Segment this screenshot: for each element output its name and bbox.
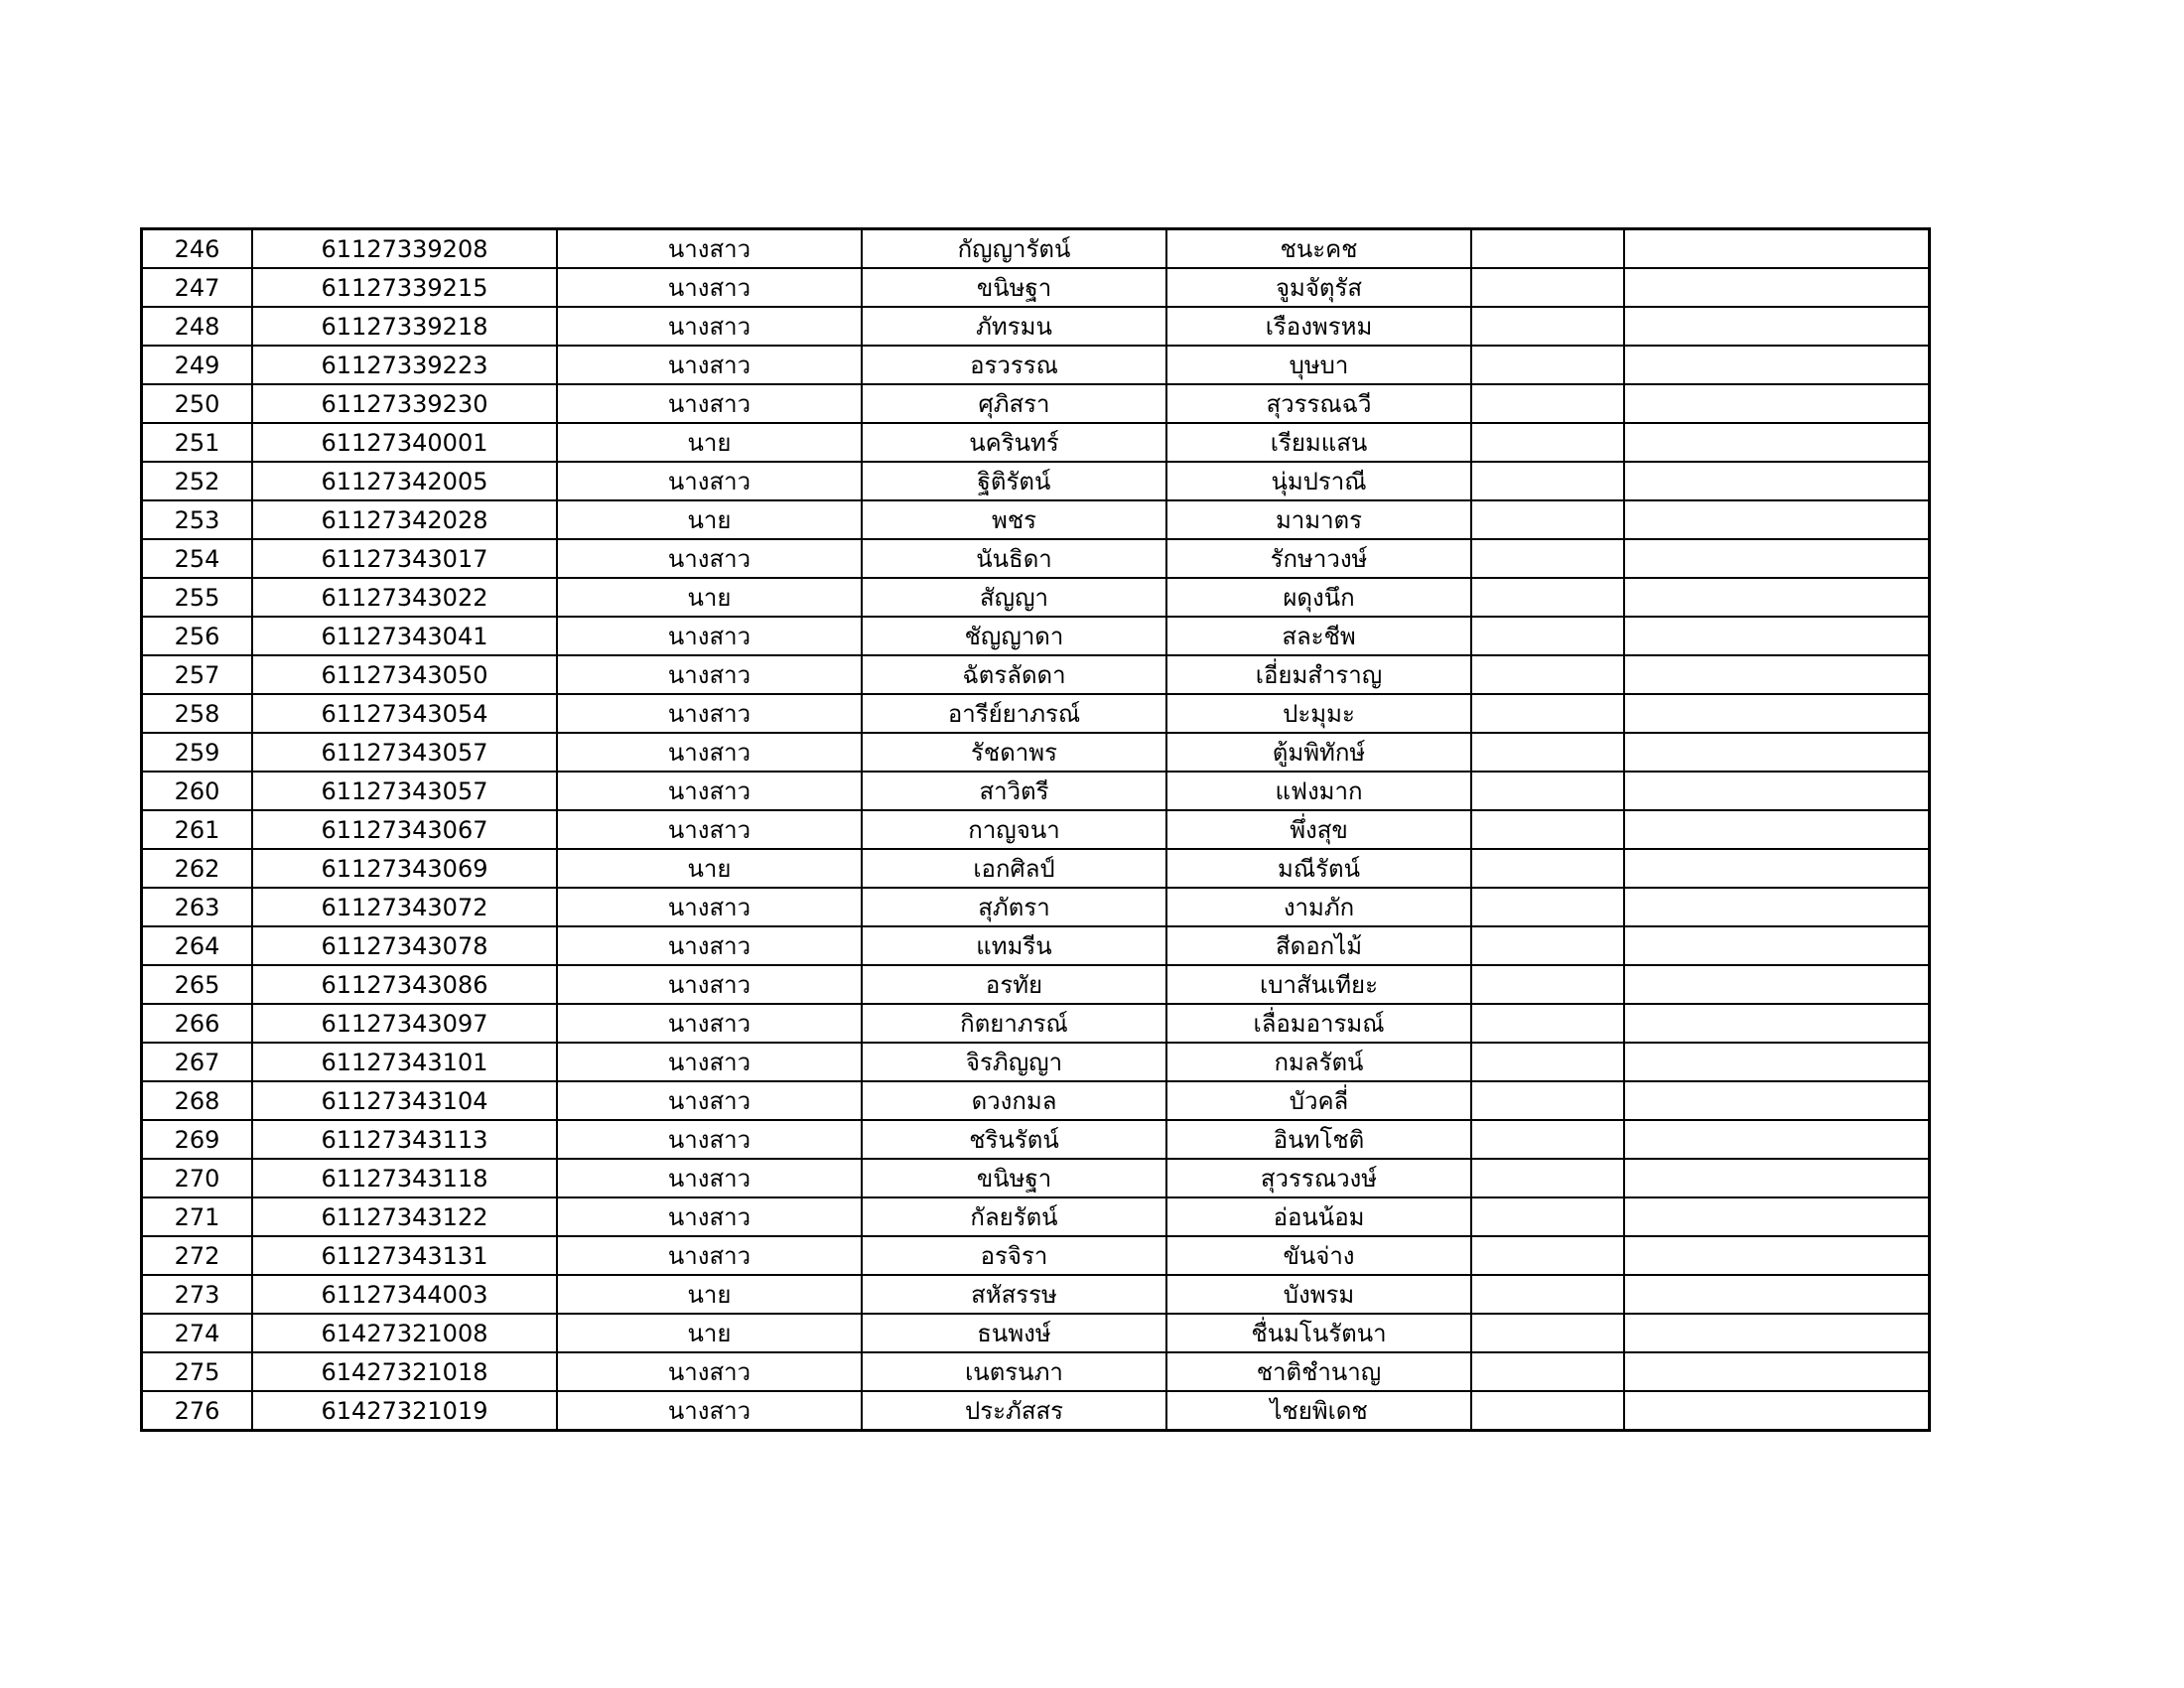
table-row (142, 849, 1930, 888)
table-row (142, 268, 1930, 307)
row-number-cell: 265 (142, 965, 253, 1004)
blank-cell (1624, 346, 1930, 384)
blank-cell (1471, 965, 1624, 1004)
row-number-cell: 248 (142, 307, 253, 346)
blank-cell (1471, 926, 1624, 965)
student-id-cell: 61427321018 (252, 1352, 557, 1391)
blank-cell (1624, 307, 1930, 346)
table-row (142, 1197, 1930, 1236)
blank-cell (1471, 462, 1624, 500)
first-name-cell: สาวิตรี (862, 772, 1166, 810)
student-id-cell: 61127343054 (252, 694, 557, 733)
last-name-cell: ปะมุมะ (1166, 694, 1471, 733)
row-number-cell: 252 (142, 462, 253, 500)
last-name-cell: สละชีพ (1166, 617, 1471, 655)
first-name-cell: ศุภิสรา (862, 384, 1166, 423)
table-row (142, 1004, 1930, 1043)
student-id-cell: 61127343050 (252, 655, 557, 694)
last-name-cell: ไชยพิเดช (1166, 1391, 1471, 1431)
first-name-cell: ประภัสสร (862, 1391, 1166, 1431)
name-prefix-cell: นางสาว (557, 539, 862, 578)
first-name-cell: จิรภิญญา (862, 1043, 1166, 1081)
blank-cell (1471, 733, 1624, 772)
blank-cell (1471, 617, 1624, 655)
table-row (142, 346, 1930, 384)
student-id-cell: 61127343022 (252, 578, 557, 617)
row-number-cell: 274 (142, 1314, 253, 1352)
last-name-cell: ชื่นมโนรัตนา (1166, 1314, 1471, 1352)
table-row (142, 694, 1930, 733)
first-name-cell: สัญญา (862, 578, 1166, 617)
table-row (142, 1120, 1930, 1159)
row-number-cell: 266 (142, 1004, 253, 1043)
name-prefix-cell: นาย (557, 423, 862, 462)
first-name-cell: กัลยรัตน์ (862, 1197, 1166, 1236)
table-row (142, 926, 1930, 965)
first-name-cell: กัญญารัตน์ (862, 229, 1166, 269)
last-name-cell: มณีรัตน์ (1166, 849, 1471, 888)
blank-cell (1624, 1275, 1930, 1314)
row-number-cell: 259 (142, 733, 253, 772)
last-name-cell: แฟงมาก (1166, 772, 1471, 810)
blank-cell (1471, 1314, 1624, 1352)
student-id-cell: 61427321008 (252, 1314, 557, 1352)
last-name-cell: นุ่มปราณี (1166, 462, 1471, 500)
table-row (142, 1081, 1930, 1120)
blank-cell (1471, 423, 1624, 462)
blank-cell (1624, 268, 1930, 307)
blank-cell (1471, 655, 1624, 694)
name-prefix-cell: นางสาว (557, 1197, 862, 1236)
first-name-cell: ภัทรมน (862, 307, 1166, 346)
table-row (142, 462, 1930, 500)
row-number-cell: 275 (142, 1352, 253, 1391)
first-name-cell: แทมรีน (862, 926, 1166, 965)
last-name-cell: อินทโชติ (1166, 1120, 1471, 1159)
blank-cell (1624, 1004, 1930, 1043)
last-name-cell: จูมจัตุรัส (1166, 268, 1471, 307)
blank-cell (1624, 1043, 1930, 1081)
last-name-cell: เอี่ยมสำราญ (1166, 655, 1471, 694)
table-row (142, 539, 1930, 578)
table-row (142, 1043, 1930, 1081)
row-number-cell: 254 (142, 539, 253, 578)
first-name-cell: ชรินรัตน์ (862, 1120, 1166, 1159)
blank-cell (1471, 268, 1624, 307)
student-roster-table (140, 227, 1931, 1432)
blank-cell (1471, 1004, 1624, 1043)
row-number-cell: 271 (142, 1197, 253, 1236)
first-name-cell: ฐิติรัตน์ (862, 462, 1166, 500)
table-row (142, 965, 1930, 1004)
student-id-cell: 61127339215 (252, 268, 557, 307)
student-id-cell: 61127343131 (252, 1236, 557, 1275)
row-number-cell: 257 (142, 655, 253, 694)
table-row (142, 384, 1930, 423)
first-name-cell: อารีย์ยาภรณ์ (862, 694, 1166, 733)
last-name-cell: งามภัก (1166, 888, 1471, 926)
blank-cell (1471, 1081, 1624, 1120)
row-number-cell: 263 (142, 888, 253, 926)
student-id-cell: 61127343017 (252, 539, 557, 578)
table-row (142, 229, 1930, 269)
last-name-cell: บุษบา (1166, 346, 1471, 384)
blank-cell (1624, 1352, 1930, 1391)
name-prefix-cell: นางสาว (557, 1120, 862, 1159)
first-name-cell: รัชดาพร (862, 733, 1166, 772)
blank-cell (1471, 384, 1624, 423)
table-row (142, 1275, 1930, 1314)
blank-cell (1471, 1120, 1624, 1159)
blank-cell (1624, 810, 1930, 849)
last-name-cell: กมลรัตน์ (1166, 1043, 1471, 1081)
student-id-cell: 61127343122 (252, 1197, 557, 1236)
student-id-cell: 61127343041 (252, 617, 557, 655)
blank-cell (1624, 888, 1930, 926)
blank-cell (1471, 229, 1624, 269)
name-prefix-cell: นางสาว (557, 1004, 862, 1043)
table-row (142, 1352, 1930, 1391)
blank-cell (1624, 694, 1930, 733)
name-prefix-cell: นาย (557, 1275, 862, 1314)
row-number-cell: 246 (142, 229, 253, 269)
table-row (142, 1314, 1930, 1352)
blank-cell (1624, 1391, 1930, 1431)
row-number-cell: 270 (142, 1159, 253, 1197)
student-id-cell: 61127343057 (252, 733, 557, 772)
blank-cell (1624, 384, 1930, 423)
name-prefix-cell: นางสาว (557, 384, 862, 423)
last-name-cell: บังพรม (1166, 1275, 1471, 1314)
name-prefix-cell: นางสาว (557, 926, 862, 965)
name-prefix-cell: นางสาว (557, 1236, 862, 1275)
row-number-cell: 267 (142, 1043, 253, 1081)
table-row (142, 733, 1930, 772)
blank-cell (1624, 462, 1930, 500)
row-number-cell: 268 (142, 1081, 253, 1120)
name-prefix-cell: นางสาว (557, 1043, 862, 1081)
last-name-cell: บัวคลี่ (1166, 1081, 1471, 1120)
student-id-cell: 61127343078 (252, 926, 557, 965)
blank-cell (1624, 1236, 1930, 1275)
name-prefix-cell: นาย (557, 1314, 862, 1352)
name-prefix-cell: นางสาว (557, 888, 862, 926)
student-id-cell: 61127343104 (252, 1081, 557, 1120)
first-name-cell: อรทัย (862, 965, 1166, 1004)
blank-cell (1471, 1197, 1624, 1236)
student-id-cell: 61127339218 (252, 307, 557, 346)
last-name-cell: สีดอกไม้ (1166, 926, 1471, 965)
name-prefix-cell: นางสาว (557, 810, 862, 849)
student-id-cell: 61127344003 (252, 1275, 557, 1314)
name-prefix-cell: นางสาว (557, 1081, 862, 1120)
blank-cell (1471, 694, 1624, 733)
student-id-cell: 61127339223 (252, 346, 557, 384)
row-number-cell: 249 (142, 346, 253, 384)
student-id-cell: 61127339230 (252, 384, 557, 423)
blank-cell (1624, 772, 1930, 810)
name-prefix-cell: นาย (557, 500, 862, 539)
blank-cell (1471, 1236, 1624, 1275)
table-row (142, 1391, 1930, 1431)
student-id-cell: 61127343097 (252, 1004, 557, 1043)
blank-cell (1471, 1352, 1624, 1391)
table-row (142, 423, 1930, 462)
first-name-cell: ขนิษฐา (862, 268, 1166, 307)
blank-cell (1624, 617, 1930, 655)
student-id-cell: 61127343069 (252, 849, 557, 888)
first-name-cell: อรจิรา (862, 1236, 1166, 1275)
row-number-cell: 261 (142, 810, 253, 849)
last-name-cell: ชาติชำนาญ (1166, 1352, 1471, 1391)
row-number-cell: 247 (142, 268, 253, 307)
table-row (142, 500, 1930, 539)
first-name-cell: กาญจนา (862, 810, 1166, 849)
blank-cell (1624, 500, 1930, 539)
blank-cell (1624, 1159, 1930, 1197)
blank-cell (1471, 578, 1624, 617)
student-id-cell: 61127342005 (252, 462, 557, 500)
blank-cell (1624, 539, 1930, 578)
student-id-cell: 61127343072 (252, 888, 557, 926)
table-row (142, 1236, 1930, 1275)
table-row (142, 888, 1930, 926)
first-name-cell: ดวงกมล (862, 1081, 1166, 1120)
first-name-cell: เอกศิลป์ (862, 849, 1166, 888)
last-name-cell: สุวรรณวงษ์ (1166, 1159, 1471, 1197)
last-name-cell: เบาสันเทียะ (1166, 965, 1471, 1004)
blank-cell (1471, 810, 1624, 849)
blank-cell (1624, 229, 1930, 269)
row-number-cell: 260 (142, 772, 253, 810)
student-id-cell: 61427321019 (252, 1391, 557, 1431)
last-name-cell: สุวรรณฉวี (1166, 384, 1471, 423)
last-name-cell: ผดุงนึก (1166, 578, 1471, 617)
blank-cell (1471, 346, 1624, 384)
blank-cell (1624, 1081, 1930, 1120)
first-name-cell: ขนิษฐา (862, 1159, 1166, 1197)
table-row (142, 307, 1930, 346)
name-prefix-cell: นางสาว (557, 655, 862, 694)
name-prefix-cell: นางสาว (557, 229, 862, 269)
last-name-cell: พึ่งสุข (1166, 810, 1471, 849)
row-number-cell: 272 (142, 1236, 253, 1275)
name-prefix-cell: นาย (557, 849, 862, 888)
table-row (142, 772, 1930, 810)
name-prefix-cell: นางสาว (557, 733, 862, 772)
last-name-cell: ขันจ่าง (1166, 1236, 1471, 1275)
row-number-cell: 251 (142, 423, 253, 462)
first-name-cell: สหัสรรษ (862, 1275, 1166, 1314)
student-id-cell: 61127340001 (252, 423, 557, 462)
name-prefix-cell: นางสาว (557, 307, 862, 346)
blank-cell (1624, 1197, 1930, 1236)
student-id-cell: 61127342028 (252, 500, 557, 539)
table-row (142, 1159, 1930, 1197)
student-id-cell: 61127343118 (252, 1159, 557, 1197)
blank-cell (1471, 772, 1624, 810)
table-row (142, 578, 1930, 617)
name-prefix-cell: นางสาว (557, 1391, 862, 1431)
row-number-cell: 276 (142, 1391, 253, 1431)
blank-cell (1624, 423, 1930, 462)
name-prefix-cell: นางสาว (557, 694, 862, 733)
first-name-cell: กิตยาภรณ์ (862, 1004, 1166, 1043)
name-prefix-cell: นางสาว (557, 268, 862, 307)
last-name-cell: ชนะคช (1166, 229, 1471, 269)
name-prefix-cell: นางสาว (557, 772, 862, 810)
blank-cell (1624, 733, 1930, 772)
blank-cell (1471, 307, 1624, 346)
name-prefix-cell: นางสาว (557, 462, 862, 500)
blank-cell (1624, 655, 1930, 694)
row-number-cell: 258 (142, 694, 253, 733)
first-name-cell: นครินทร์ (862, 423, 1166, 462)
name-prefix-cell: นางสาว (557, 1352, 862, 1391)
student-id-cell: 61127343113 (252, 1120, 557, 1159)
row-number-cell: 262 (142, 849, 253, 888)
blank-cell (1471, 1275, 1624, 1314)
blank-cell (1624, 1314, 1930, 1352)
row-number-cell: 269 (142, 1120, 253, 1159)
last-name-cell: อ่อนน้อม (1166, 1197, 1471, 1236)
blank-cell (1471, 1043, 1624, 1081)
name-prefix-cell: นาย (557, 578, 862, 617)
blank-cell (1471, 1159, 1624, 1197)
row-number-cell: 264 (142, 926, 253, 965)
row-number-cell: 253 (142, 500, 253, 539)
blank-cell (1624, 578, 1930, 617)
first-name-cell: เนตรนภา (862, 1352, 1166, 1391)
blank-cell (1624, 965, 1930, 1004)
name-prefix-cell: นางสาว (557, 1159, 862, 1197)
table-row (142, 810, 1930, 849)
last-name-cell: ตู้มพิทักษ์ (1166, 733, 1471, 772)
name-prefix-cell: นางสาว (557, 965, 862, 1004)
last-name-cell: รักษาวงษ์ (1166, 539, 1471, 578)
name-prefix-cell: นางสาว (557, 346, 862, 384)
table-row (142, 617, 1930, 655)
blank-cell (1624, 926, 1930, 965)
student-id-cell: 61127343067 (252, 810, 557, 849)
row-number-cell: 256 (142, 617, 253, 655)
blank-cell (1471, 888, 1624, 926)
student-id-cell: 61127339208 (252, 229, 557, 269)
student-id-cell: 61127343086 (252, 965, 557, 1004)
blank-cell (1471, 1391, 1624, 1431)
first-name-cell: พชร (862, 500, 1166, 539)
roster-table-body (142, 229, 1930, 1431)
student-id-cell: 61127343101 (252, 1043, 557, 1081)
blank-cell (1471, 500, 1624, 539)
row-number-cell: 273 (142, 1275, 253, 1314)
blank-cell (1471, 849, 1624, 888)
last-name-cell: เรืองพรหม (1166, 307, 1471, 346)
last-name-cell: มามาตร (1166, 500, 1471, 539)
row-number-cell: 255 (142, 578, 253, 617)
student-id-cell: 61127343057 (252, 772, 557, 810)
last-name-cell: เลื่อมอารมณ์ (1166, 1004, 1471, 1043)
first-name-cell: สุภัตรา (862, 888, 1166, 926)
first-name-cell: ฉัตรลัดดา (862, 655, 1166, 694)
name-prefix-cell: นางสาว (557, 617, 862, 655)
blank-cell (1624, 1120, 1930, 1159)
last-name-cell: เรียมแสน (1166, 423, 1471, 462)
first-name-cell: นันธิดา (862, 539, 1166, 578)
first-name-cell: อรวรรณ (862, 346, 1166, 384)
first-name-cell: ธนพงษ์ (862, 1314, 1166, 1352)
table-row (142, 655, 1930, 694)
first-name-cell: ชัญญาดา (862, 617, 1166, 655)
blank-cell (1624, 849, 1930, 888)
row-number-cell: 250 (142, 384, 253, 423)
blank-cell (1471, 539, 1624, 578)
